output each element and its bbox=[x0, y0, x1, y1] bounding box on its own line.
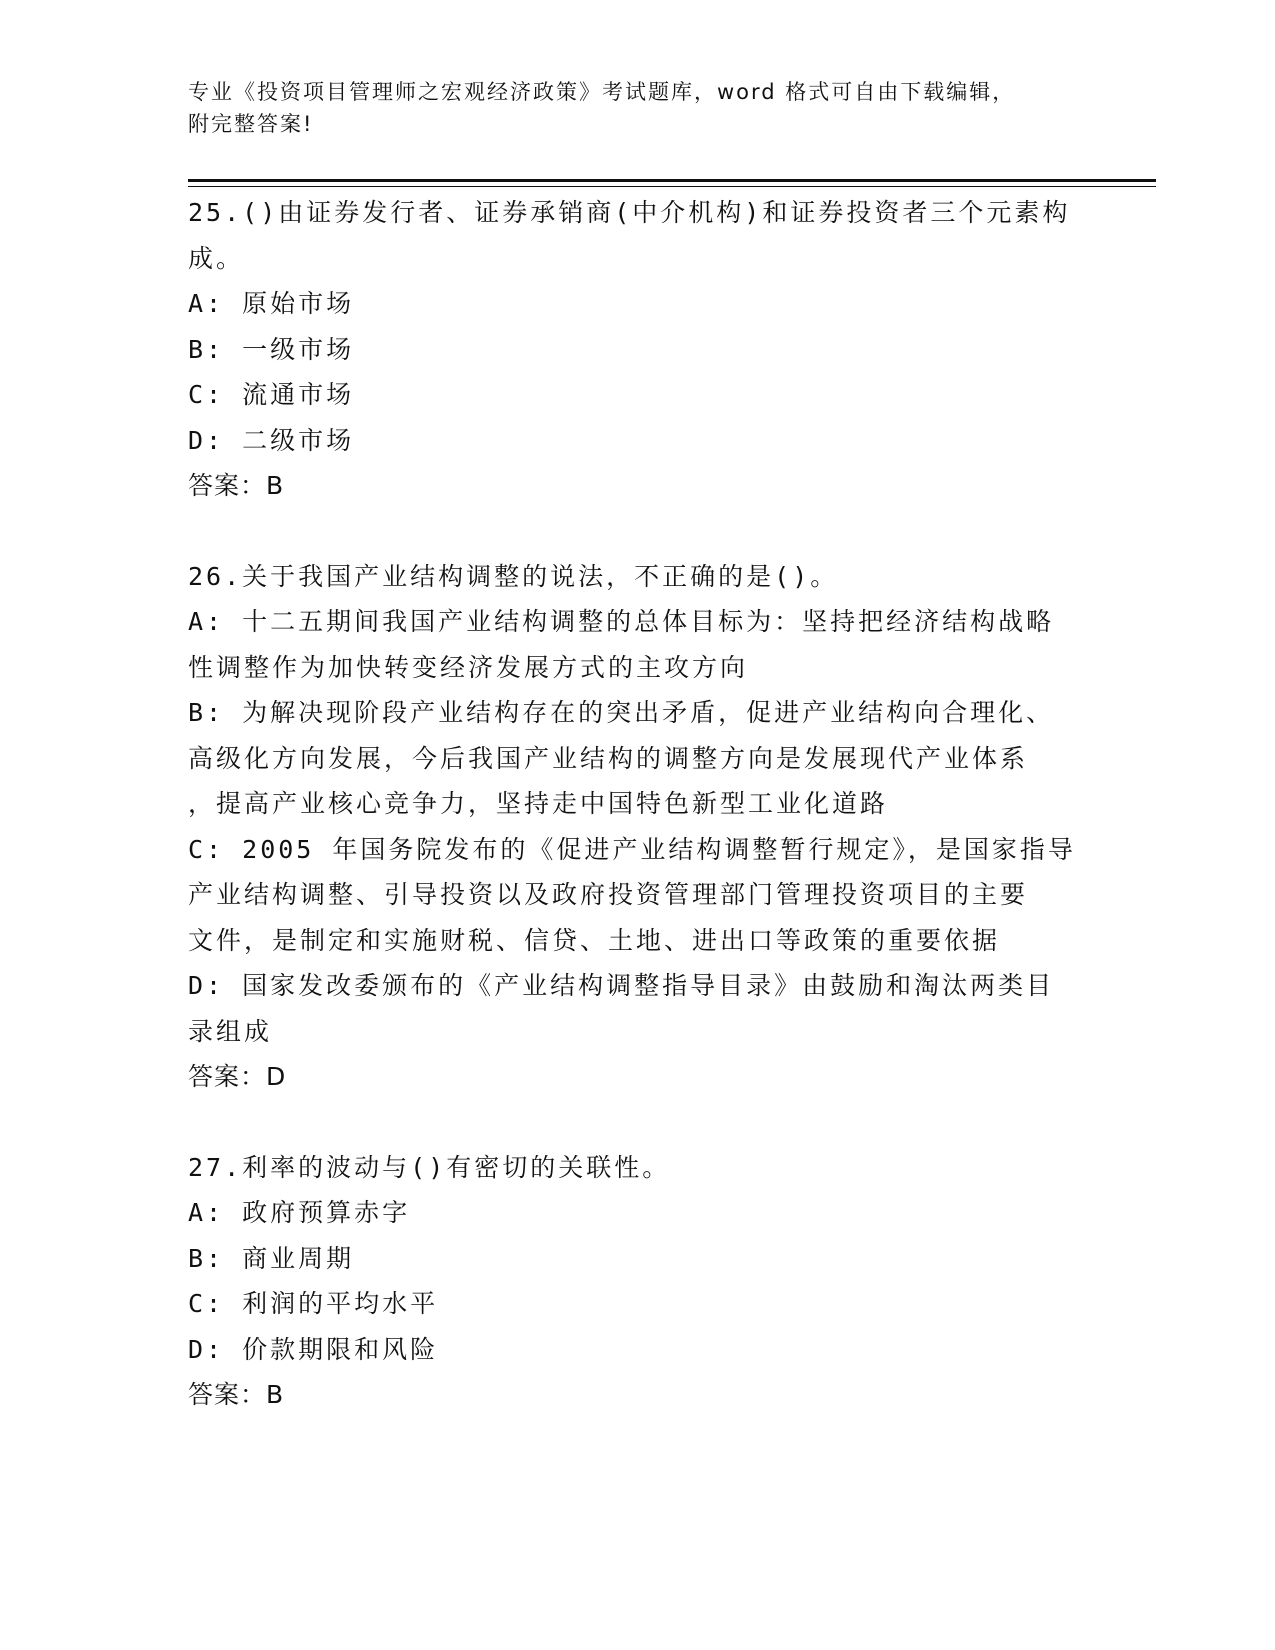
option-b-continued: 高级化方向发展，今后我国产业结构的调整方向是发展现代产业体系 bbox=[188, 743, 1029, 773]
option-b: B: 一级市场 bbox=[188, 334, 355, 364]
option-a: A: 十二五期间我国产业结构调整的总体目标为：坚持把经济结构战略 bbox=[188, 607, 1055, 636]
question-stem-line: 27.利率的波动与()有密切的关联性。 bbox=[188, 1152, 671, 1182]
question-27 bbox=[188, 1145, 1088, 1418]
question-25 bbox=[188, 190, 1088, 509]
option-b: B: 为解决现阶段产业结构存在的突出矛盾，促进产业结构向合理化、 bbox=[188, 698, 1055, 727]
question-stem-line: 26.关于我国产业结构调整的说法，不正确的是()。 bbox=[188, 561, 839, 591]
header-divider-thin bbox=[188, 186, 1156, 187]
header-line-2: 附完整答案! bbox=[188, 112, 314, 136]
option-c-continued: 产业结构调整、引导投资以及政府投资管理部门管理投资项目的主要 bbox=[188, 880, 1029, 909]
option-c: C: 利润的平均水平 bbox=[188, 1289, 439, 1318]
answer-label: 答案：B bbox=[188, 471, 285, 500]
answer-label: 答案：D bbox=[188, 1062, 287, 1091]
question-stem-line: 25.()由证券发行者、证券承销商(中介机构)和证券投资者三个元素构 bbox=[188, 198, 1071, 227]
option-a: A: 政府预算赤字 bbox=[188, 1198, 411, 1227]
answer-label: 答案：B bbox=[188, 1380, 285, 1409]
option-c: C: 流通市场 bbox=[188, 380, 355, 409]
option-d-continued: 录组成 bbox=[188, 1016, 273, 1046]
option-d: D: 国家发改委颁布的《产业结构调整指导目录》由鼓励和淘汰两类目 bbox=[188, 971, 1055, 1000]
option-b: B: 商业周期 bbox=[188, 1243, 355, 1273]
question-26 bbox=[188, 554, 1088, 1100]
option-b-continued: ，提高产业核心竞争力，坚持走中国特色新型工业化道路 bbox=[188, 789, 889, 818]
question-stem-line: 成。 bbox=[188, 243, 245, 273]
option-c-continued: 文件，是制定和实施财税、信贷、土地、进出口等政策的重要依据 bbox=[188, 925, 1001, 955]
option-d: D: 二级市场 bbox=[188, 425, 355, 455]
document-header bbox=[188, 76, 1078, 140]
option-a-continued: 性调整作为加快转变经济发展方式的主攻方向 bbox=[188, 652, 749, 682]
question-list bbox=[188, 190, 1088, 1418]
option-c: C: 2005 年国务院发布的《促进产业结构调整暂行规定》，是国家指导 bbox=[188, 834, 1076, 864]
option-d: D: 价款期限和风险 bbox=[188, 1334, 439, 1364]
header-line-1: 专业《投资项目管理师之宏观经济政策》考试题库，word 格式可自由下载编辑， bbox=[188, 80, 1016, 104]
header-divider-thick bbox=[188, 179, 1156, 182]
option-a: A: 原始市场 bbox=[188, 289, 355, 318]
